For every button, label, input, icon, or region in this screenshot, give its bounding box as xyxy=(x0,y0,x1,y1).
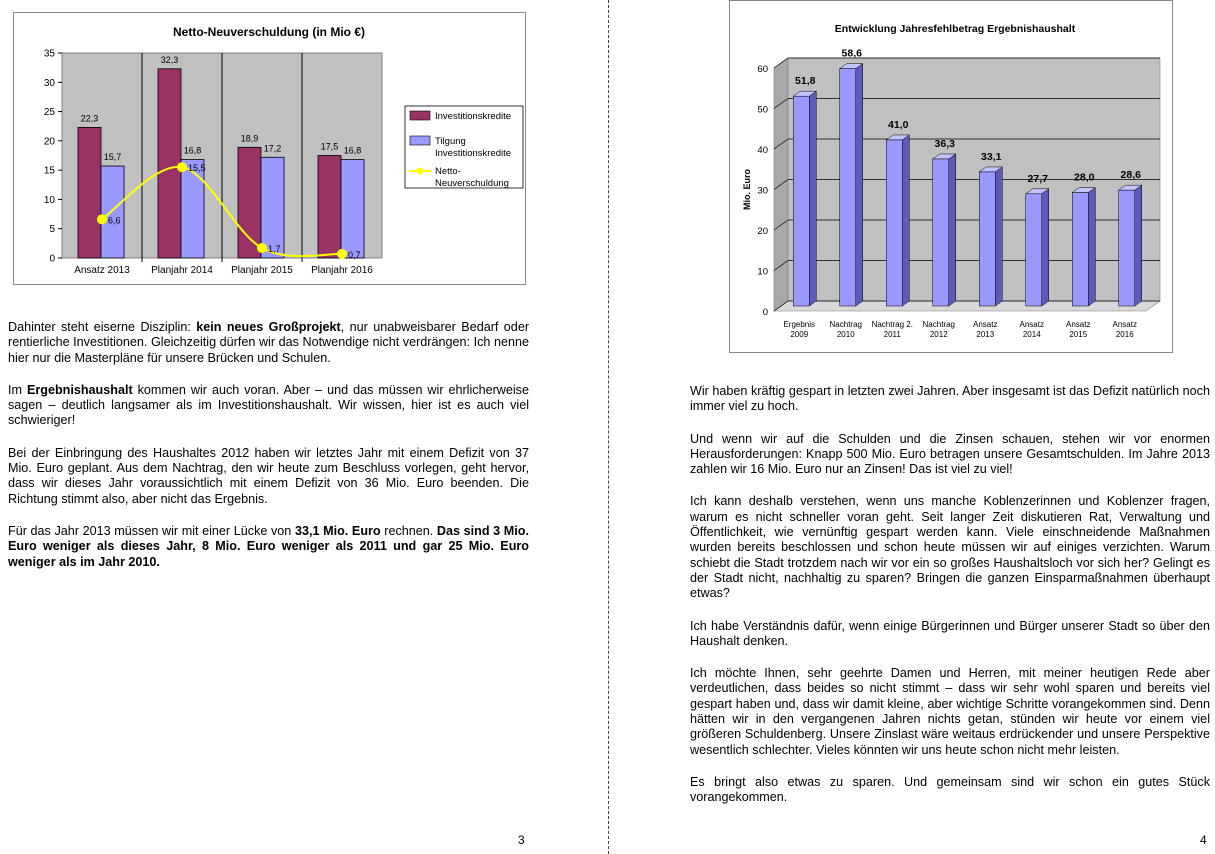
y-tick-label: 5 xyxy=(49,224,55,236)
page-4 xyxy=(609,0,1215,854)
y-tick-label: 60 xyxy=(757,64,768,75)
bar-side xyxy=(1042,189,1049,306)
bar-value-label: 36,3 xyxy=(934,137,955,150)
bar-side xyxy=(949,154,956,306)
paragraph xyxy=(690,666,1210,758)
x-tick-label: 2014 xyxy=(1022,330,1041,339)
bold-text: kein neues Großprojekt xyxy=(196,320,341,334)
text-run: Bei der Einbringung des Haushaltes 2012 haben wir letztes Jahr mit einem Defizit von 37 Mio. Euro geplant. Aus dem Nachtrag, den wir heute zum Beschluss vorlegen, geht hervor, dass wir dieses Jahr voraussichtlich mit einem Defizit von 36 Mio. Euro beenden. Die Richtung stimmt also, aber nicht das Ergebnis. xyxy=(8,445,529,506)
x-tick-label: Ansatz xyxy=(1066,320,1091,329)
paragraph xyxy=(8,446,529,507)
bar xyxy=(933,159,949,306)
paragraph xyxy=(690,775,1210,806)
line-point xyxy=(257,243,267,253)
bar-value-label: 58,6 xyxy=(841,47,862,60)
chart-title: Netto-Neuverschuldung (in Mio €) xyxy=(173,25,365,39)
y-tick-label: 0 xyxy=(49,253,55,265)
bar-investitionskredite xyxy=(238,147,261,258)
bar xyxy=(886,140,902,306)
y-tick-label: 15 xyxy=(43,165,55,177)
legend-label: Neuverschuldung xyxy=(435,178,509,189)
x-tick-label: 2012 xyxy=(929,330,948,339)
x-tick-label: 2010 xyxy=(836,330,855,339)
bar xyxy=(1072,193,1088,306)
paragraph xyxy=(8,383,529,429)
x-tick-label: Ansatz xyxy=(1112,320,1137,329)
bar-value-label: 41,0 xyxy=(888,118,909,131)
x-tick-label: Ansatz 2013 xyxy=(74,265,130,276)
y-tick-label: 20 xyxy=(757,226,768,237)
paragraph xyxy=(8,524,529,570)
line-value-label: 1,7 xyxy=(268,244,281,255)
page-number: 3 xyxy=(518,833,525,847)
text-run: Ich habe Verständnis dafür, wenn einige Bürgerinnen und Bürger unserer Stadt so über den Haushalt denken. xyxy=(690,618,1210,648)
y-tick-label: 25 xyxy=(43,107,55,119)
right-page-text xyxy=(690,384,1210,823)
bar-investitionskredite xyxy=(158,69,181,258)
chart1-svg xyxy=(14,13,525,284)
bar-value-label: 16,8 xyxy=(183,145,202,156)
y-tick-label: 35 xyxy=(43,48,55,60)
x-tick-label: Ergebnis xyxy=(783,320,816,329)
text-run: Wir haben kräftig gespart in letzten zwei Jahren. Aber insgesamt ist das Defizit natürlich noch immer viel zu hoch. xyxy=(690,384,1210,414)
x-tick-label: Ansatz xyxy=(1019,320,1044,329)
text-run: Dahinter steht eiserne Disziplin: xyxy=(8,320,197,334)
paragraph xyxy=(8,320,529,366)
x-tick-label: Planjahr 2014 xyxy=(151,265,213,276)
legend-label: Tilgung xyxy=(435,136,466,147)
bar-side xyxy=(1135,185,1142,306)
bar-value-label: 28,0 xyxy=(1074,171,1095,184)
chart-floor xyxy=(774,301,1160,311)
y-tick-label: 30 xyxy=(43,77,55,89)
chart-title: Entwicklung Jahresfehlbetrag Ergebnishaushalt xyxy=(834,23,1076,35)
netto-neuverschuldung-chart xyxy=(13,12,526,285)
text-run: , nur unabweisbarer Bedarf oder rentierliche Investitionen. Gleichzeitig dürfen wir das Notwendige nicht verdrängen: Ich nenne hier nur die Masterpläne für unsere Brücken und Schulen. xyxy=(8,320,530,365)
bar-value-label: 28,6 xyxy=(1120,169,1141,182)
paragraph xyxy=(690,432,1210,478)
bar xyxy=(1026,194,1042,306)
legend-label: Netto- xyxy=(435,166,461,177)
bar-side xyxy=(1088,188,1095,306)
x-tick-label: Nachtrag xyxy=(829,320,862,329)
bar-tilgung xyxy=(101,166,124,258)
y-tick-label: 40 xyxy=(757,145,768,156)
line-value-label: 0,7 xyxy=(348,249,361,260)
line-point xyxy=(337,249,347,259)
bar-value-label: 18,9 xyxy=(240,133,259,144)
text-run: Es bringt also etwas zu sparen. Und gemeinsam sind wir schon ein gutes Stück vorangekommen. xyxy=(690,774,1210,805)
bar-value-label: 32,3 xyxy=(160,54,179,65)
bar xyxy=(1119,190,1135,306)
legend-swatch xyxy=(410,111,430,120)
text-run: rechnen. xyxy=(380,523,437,538)
paragraph xyxy=(690,384,1210,415)
bar-tilgung xyxy=(181,160,204,258)
text-run: Für das Jahr 2013 müssen wir mit einer Lücke von xyxy=(8,523,295,538)
legend-swatch-marker xyxy=(417,168,424,175)
bar-side xyxy=(902,135,909,306)
bar-value-label: 15,7 xyxy=(103,152,122,163)
x-tick-label: Ansatz xyxy=(973,320,998,329)
y-tick-label: 50 xyxy=(757,104,768,116)
bar-tilgung xyxy=(341,160,364,258)
bar-side xyxy=(809,91,816,306)
bar-value-label: 33,1 xyxy=(981,150,1002,163)
text-run: Ich kann deshalb verstehen, wenn uns manche Koblenzerinnen und Koblenzer fragen, warum es nicht schneller voran geht. Seit langer Zeit diskutieren Rat, Verwaltung und Öffentlichkeit, wie vernünftig gespart werden kann. Viele einschneidende Maßnahmen wurden bereits beschlossen und schon heute müssen wir auf einiges verzichten. Warum schiebt die Stadt trotzdem nach wir vor ein so großes Haushaltsloch vor sich her? Gelingt es der Stadt nicht, nachhaltig zu sparen? Bringen die ganzen Einsparmaßnahmen überhaupt etwas? xyxy=(690,494,1210,601)
x-tick-label: 2013 xyxy=(976,330,995,339)
bar-value-label: 17,2 xyxy=(263,143,282,154)
line-value-label: 15,5 xyxy=(188,163,206,174)
bar-tilgung xyxy=(261,157,284,258)
bold-text: Das sind 3 Mio. Euro weniger als dieses Jahr, 8 Mio. Euro weniger als 2011 und gar 25 Mio. Euro weniger als im Jahr 2010. xyxy=(8,523,529,569)
jahresfehlbetrag-chart xyxy=(729,0,1173,353)
text-run: kommen wir auch voran. Aber – und das müssen wir ehrlicherweise sagen – deutlich langsamer als im Investitionshaushalt. Wir wissen, hier ist es auch viel schwieriger! xyxy=(8,382,529,428)
paragraph xyxy=(690,619,1210,650)
x-tick-label: Nachtrag xyxy=(922,320,955,329)
bar xyxy=(793,96,809,306)
page-number: 4 xyxy=(1200,833,1207,847)
bar xyxy=(840,69,856,306)
line-point xyxy=(177,162,187,172)
line-value-label: 6,6 xyxy=(108,215,121,226)
y-tick-label: 10 xyxy=(757,266,768,278)
x-tick-label: 2009 xyxy=(790,330,809,339)
paragraph xyxy=(690,494,1210,601)
y-tick-label: 20 xyxy=(43,136,55,148)
bar-side xyxy=(856,64,863,306)
x-tick-label: 2016 xyxy=(1115,330,1134,339)
x-tick-label: Nachtrag 2. xyxy=(871,320,913,329)
y-axis-label: Mio. Euro xyxy=(742,169,752,210)
bar-side xyxy=(995,167,1002,306)
y-tick-label: 10 xyxy=(43,194,55,206)
bar-investitionskredite xyxy=(318,156,341,259)
text-run: Und wenn wir auf die Schulden und die Zinsen schauen, stehen wir vor enormen Herausforderungen: Knapp 500 Mio. Euro betragen unsere Gesamtschulden. Im Jahre 2013 zahlen wir 16 Mio. Euro nur an Zinsen! Das ist viel zu viel! xyxy=(690,431,1210,477)
y-tick-label: 30 xyxy=(757,185,768,197)
bar-investitionskredite xyxy=(78,127,101,258)
bold-text: 33,1 Mio. Euro xyxy=(294,523,381,538)
x-tick-label: Planjahr 2015 xyxy=(231,265,293,276)
y-tick-label: 0 xyxy=(762,307,768,318)
bar-value-label: 17,5 xyxy=(320,141,339,152)
bar xyxy=(979,172,995,306)
x-tick-label: 2011 xyxy=(883,330,901,339)
legend-label: Investitionskredite xyxy=(435,148,512,159)
chart2-svg xyxy=(730,1,1172,352)
bar-value-label: 27,7 xyxy=(1027,172,1048,185)
line-point xyxy=(97,214,107,224)
text-run: Ich möchte Ihnen, sehr geehrte Damen und Herren, mit meiner heutigen Rede aber verdeutlichen, dass beides so nicht stimmt – dass wir sehr wohl sparen und bereits viel gespart haben und, dass wir damit kleine, aber wichtige Schritte vorangekommen sind. Denn hätten wir in den vergangenen Jahren nichts getan, stünden wir heute vor einem viel größeren Schuldenberg. Unsere Zinslast wäre weitaus erdrückender und unsere Perspektive wesentlich schlechter. Vieles könnten wir uns heute schon nicht mehr leisten. xyxy=(690,666,1210,757)
bar-value-label: 51,8 xyxy=(795,75,816,88)
legend-swatch xyxy=(410,136,430,145)
legend-label: Investitionskredite xyxy=(435,111,512,122)
left-page-text xyxy=(8,320,529,587)
bar-value-label: 22,3 xyxy=(80,113,99,124)
x-tick-label: 2015 xyxy=(1069,330,1088,339)
x-tick-label: Planjahr 2016 xyxy=(311,265,373,276)
bold-text: Ergebnishaushalt xyxy=(26,382,133,397)
bar-value-label: 16,8 xyxy=(343,145,362,156)
text-run: Im xyxy=(8,382,27,397)
